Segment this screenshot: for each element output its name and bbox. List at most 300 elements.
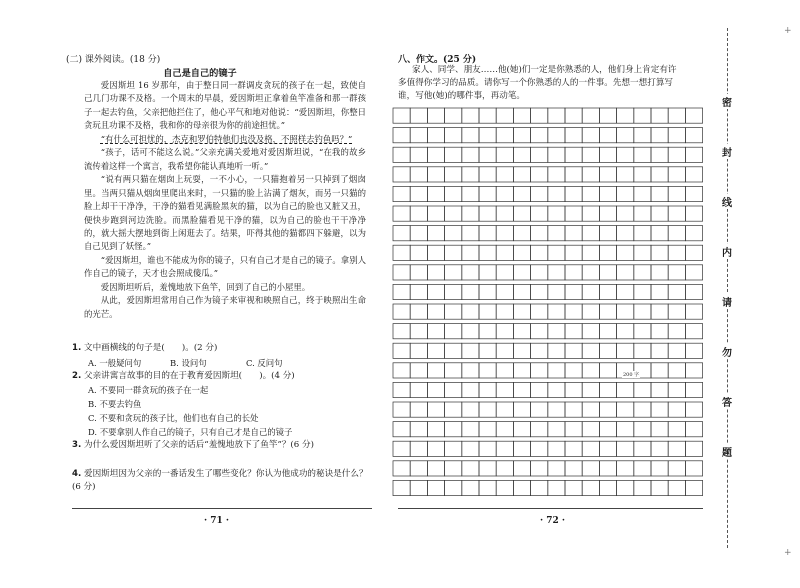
- grid-cell[interactable]: [445, 206, 462, 221]
- grid-cell[interactable]: [496, 422, 513, 437]
- grid-cell[interactable]: [393, 422, 410, 437]
- grid-cell[interactable]: [668, 382, 685, 397]
- grid-cell[interactable]: [496, 108, 513, 123]
- grid-cell[interactable]: [427, 304, 444, 319]
- grid-cell[interactable]: [651, 480, 668, 495]
- grid-cell[interactable]: [634, 265, 651, 280]
- grid-cell[interactable]: [668, 343, 685, 358]
- grid-cell[interactable]: [617, 147, 634, 162]
- grid-cell[interactable]: [548, 304, 565, 319]
- grid-cell[interactable]: [462, 147, 479, 162]
- grid-cell[interactable]: [445, 147, 462, 162]
- grid-cell[interactable]: [427, 402, 444, 417]
- grid-cell[interactable]: [582, 284, 599, 299]
- grid-cell[interactable]: [427, 422, 444, 437]
- grid-cell[interactable]: [531, 206, 548, 221]
- grid-cell[interactable]: [548, 186, 565, 201]
- grid-cell[interactable]: [479, 245, 496, 260]
- grid-cell[interactable]: [410, 167, 427, 182]
- grid-cell[interactable]: [582, 324, 599, 339]
- grid-cell[interactable]: [445, 108, 462, 123]
- grid-cell[interactable]: [599, 167, 616, 182]
- grid-cell[interactable]: [531, 167, 548, 182]
- grid-cell[interactable]: [393, 226, 410, 241]
- grid-cell[interactable]: [393, 167, 410, 182]
- grid-cell[interactable]: [668, 402, 685, 417]
- grid-cell[interactable]: [462, 226, 479, 241]
- grid-cell[interactable]: [548, 343, 565, 358]
- grid-cell[interactable]: [685, 382, 702, 397]
- grid-cell[interactable]: [513, 422, 530, 437]
- grid-cell[interactable]: [513, 461, 530, 476]
- grid-cell[interactable]: [496, 461, 513, 476]
- grid-cell[interactable]: [685, 343, 702, 358]
- grid-cell[interactable]: [634, 128, 651, 143]
- grid-cell[interactable]: [462, 284, 479, 299]
- grid-cell[interactable]: [445, 265, 462, 280]
- grid-cell[interactable]: [685, 441, 702, 456]
- grid-cell[interactable]: [565, 265, 582, 280]
- grid-cell[interactable]: [427, 128, 444, 143]
- grid-cell[interactable]: [496, 343, 513, 358]
- grid-cell[interactable]: [634, 402, 651, 417]
- grid-cell[interactable]: [393, 186, 410, 201]
- grid-cell[interactable]: [634, 245, 651, 260]
- grid-cell[interactable]: [496, 226, 513, 241]
- grid-cell[interactable]: [634, 422, 651, 437]
- grid-cell[interactable]: [496, 324, 513, 339]
- grid-cell[interactable]: [599, 226, 616, 241]
- grid-cell[interactable]: [668, 245, 685, 260]
- q2-option-c[interactable]: C. 不要和贪玩的孩子比，他们也有自己的长处: [88, 413, 259, 423]
- grid-cell[interactable]: [462, 480, 479, 495]
- grid-cell[interactable]: [513, 324, 530, 339]
- grid-cell[interactable]: [685, 402, 702, 417]
- grid-cell[interactable]: [548, 206, 565, 221]
- grid-cell[interactable]: [685, 186, 702, 201]
- grid-cell[interactable]: [427, 206, 444, 221]
- grid-cell[interactable]: [496, 167, 513, 182]
- grid-cell[interactable]: [462, 441, 479, 456]
- grid-cell[interactable]: [599, 186, 616, 201]
- grid-cell[interactable]: [582, 147, 599, 162]
- grid-cell[interactable]: [393, 147, 410, 162]
- grid-cell[interactable]: [617, 245, 634, 260]
- q2-option-b[interactable]: B. 不要去钓鱼: [88, 399, 142, 409]
- grid-cell[interactable]: [617, 186, 634, 201]
- grid-cell[interactable]: [462, 108, 479, 123]
- grid-cell[interactable]: [634, 304, 651, 319]
- grid-cell[interactable]: [531, 441, 548, 456]
- grid-cell[interactable]: [462, 245, 479, 260]
- grid-cell[interactable]: [582, 461, 599, 476]
- grid-cell[interactable]: [531, 226, 548, 241]
- grid-cell[interactable]: [565, 480, 582, 495]
- grid-cell[interactable]: [668, 441, 685, 456]
- grid-cell[interactable]: [548, 363, 565, 378]
- grid-cell[interactable]: [427, 324, 444, 339]
- grid-cell[interactable]: [548, 147, 565, 162]
- grid-cell[interactable]: [479, 108, 496, 123]
- grid-cell[interactable]: [617, 284, 634, 299]
- grid-cell[interactable]: [445, 382, 462, 397]
- grid-cell[interactable]: [445, 128, 462, 143]
- q2-option-a[interactable]: A. 不要同一群贪玩的孩子在一起: [88, 385, 209, 395]
- grid-cell[interactable]: [668, 167, 685, 182]
- grid-cell[interactable]: [513, 343, 530, 358]
- grid-cell[interactable]: [668, 108, 685, 123]
- grid-cell[interactable]: [462, 422, 479, 437]
- grid-cell[interactable]: [513, 363, 530, 378]
- grid-cell[interactable]: [496, 480, 513, 495]
- grid-cell[interactable]: [685, 245, 702, 260]
- grid-cell[interactable]: [548, 226, 565, 241]
- grid-cell[interactable]: [565, 422, 582, 437]
- grid-cell[interactable]: [410, 402, 427, 417]
- grid-cell[interactable]: [479, 363, 496, 378]
- grid-cell[interactable]: [427, 284, 444, 299]
- grid-cell[interactable]: [462, 186, 479, 201]
- grid-cell[interactable]: [479, 461, 496, 476]
- grid-cell[interactable]: [513, 147, 530, 162]
- grid-cell[interactable]: [479, 167, 496, 182]
- grid-cell[interactable]: [668, 147, 685, 162]
- q2-option-d[interactable]: D. 不要拿别人作自己的镜子，只有自己才是自己的镜子: [88, 427, 293, 437]
- grid-cell[interactable]: [462, 402, 479, 417]
- grid-cell[interactable]: [582, 186, 599, 201]
- grid-cell[interactable]: [410, 128, 427, 143]
- grid-cell[interactable]: [496, 245, 513, 260]
- grid-cell[interactable]: [479, 128, 496, 143]
- grid-cell[interactable]: [599, 343, 616, 358]
- grid-cell[interactable]: [565, 284, 582, 299]
- grid-cell[interactable]: [599, 422, 616, 437]
- grid-cell[interactable]: [599, 108, 616, 123]
- grid-cell[interactable]: [668, 284, 685, 299]
- grid-cell[interactable]: [651, 284, 668, 299]
- grid-cell[interactable]: [513, 245, 530, 260]
- grid-cell[interactable]: [685, 324, 702, 339]
- q1-option-a[interactable]: A. 一般疑问句: [88, 358, 142, 368]
- grid-cell[interactable]: [617, 128, 634, 143]
- grid-cell[interactable]: [668, 480, 685, 495]
- grid-cell[interactable]: [427, 480, 444, 495]
- grid-cell[interactable]: [668, 186, 685, 201]
- grid-cell[interactable]: [617, 265, 634, 280]
- grid-cell[interactable]: [685, 461, 702, 476]
- grid-cell[interactable]: [668, 461, 685, 476]
- q1-option-c[interactable]: C. 反问句: [246, 358, 283, 368]
- grid-cell[interactable]: [410, 147, 427, 162]
- grid-cell[interactable]: [445, 402, 462, 417]
- grid-cell[interactable]: [393, 324, 410, 339]
- grid-cell[interactable]: [685, 128, 702, 143]
- grid-cell[interactable]: [565, 245, 582, 260]
- grid-cell[interactable]: [427, 245, 444, 260]
- grid-cell[interactable]: [410, 422, 427, 437]
- grid-cell[interactable]: [462, 382, 479, 397]
- grid-cell[interactable]: [410, 382, 427, 397]
- grid-cell[interactable]: [582, 441, 599, 456]
- grid-cell[interactable]: [531, 480, 548, 495]
- grid-cell[interactable]: [634, 324, 651, 339]
- grid-cell[interactable]: [634, 186, 651, 201]
- grid-cell[interactable]: [651, 304, 668, 319]
- grid-cell[interactable]: [651, 382, 668, 397]
- grid-cell[interactable]: [582, 402, 599, 417]
- grid-cell[interactable]: [582, 206, 599, 221]
- grid-cell[interactable]: [462, 206, 479, 221]
- grid-cell[interactable]: [617, 108, 634, 123]
- grid-cell[interactable]: [410, 265, 427, 280]
- grid-cell[interactable]: [513, 128, 530, 143]
- grid-cell[interactable]: [513, 284, 530, 299]
- grid-cell[interactable]: [531, 284, 548, 299]
- grid-cell[interactable]: [393, 108, 410, 123]
- grid-cell[interactable]: [548, 284, 565, 299]
- grid-cell[interactable]: [427, 461, 444, 476]
- grid-cell[interactable]: [531, 128, 548, 143]
- grid-cell[interactable]: [393, 343, 410, 358]
- grid-cell[interactable]: [651, 422, 668, 437]
- grid-cell[interactable]: [513, 206, 530, 221]
- grid-cell[interactable]: [531, 108, 548, 123]
- grid-cell[interactable]: [668, 226, 685, 241]
- grid-cell[interactable]: [599, 128, 616, 143]
- grid-cell[interactable]: [565, 441, 582, 456]
- grid-cell[interactable]: [445, 245, 462, 260]
- grid-cell[interactable]: [410, 343, 427, 358]
- grid-cell[interactable]: [531, 461, 548, 476]
- grid-cell[interactable]: [685, 108, 702, 123]
- grid-cell[interactable]: [479, 206, 496, 221]
- grid-cell[interactable]: [427, 147, 444, 162]
- grid-cell[interactable]: [599, 245, 616, 260]
- writing-grid[interactable]: [392, 107, 704, 502]
- grid-cell[interactable]: [462, 363, 479, 378]
- grid-cell[interactable]: [393, 304, 410, 319]
- grid-cell[interactable]: [668, 304, 685, 319]
- grid-cell[interactable]: [599, 324, 616, 339]
- grid-cell[interactable]: [496, 441, 513, 456]
- grid-cell[interactable]: [651, 363, 668, 378]
- grid-cell[interactable]: [410, 206, 427, 221]
- grid-cell[interactable]: [599, 480, 616, 495]
- grid-cell[interactable]: [513, 304, 530, 319]
- grid-cell[interactable]: [393, 402, 410, 417]
- grid-cell[interactable]: [565, 461, 582, 476]
- grid-cell[interactable]: [427, 363, 444, 378]
- grid-cell[interactable]: [685, 167, 702, 182]
- grid-cell[interactable]: [617, 324, 634, 339]
- grid-cell[interactable]: [393, 441, 410, 456]
- grid-cell[interactable]: [462, 167, 479, 182]
- grid-cell[interactable]: [668, 422, 685, 437]
- grid-cell[interactable]: [651, 226, 668, 241]
- grid-cell[interactable]: [548, 245, 565, 260]
- grid-cell[interactable]: [445, 441, 462, 456]
- grid-cell[interactable]: [548, 324, 565, 339]
- grid-cell[interactable]: [565, 167, 582, 182]
- grid-cell[interactable]: [479, 284, 496, 299]
- grid-cell[interactable]: [393, 284, 410, 299]
- grid-cell[interactable]: [617, 304, 634, 319]
- grid-cell[interactable]: [634, 108, 651, 123]
- grid-cell[interactable]: [479, 382, 496, 397]
- grid-cell[interactable]: [462, 128, 479, 143]
- grid-cell[interactable]: [617, 422, 634, 437]
- grid-cell[interactable]: [651, 206, 668, 221]
- grid-cell[interactable]: [599, 147, 616, 162]
- grid-cell[interactable]: [565, 128, 582, 143]
- grid-cell[interactable]: [496, 128, 513, 143]
- grid-cell[interactable]: [531, 402, 548, 417]
- grid-cell[interactable]: [634, 147, 651, 162]
- grid-cell[interactable]: [634, 284, 651, 299]
- grid-cell[interactable]: [410, 108, 427, 123]
- grid-cell[interactable]: [617, 226, 634, 241]
- grid-cell[interactable]: [513, 480, 530, 495]
- grid-cell[interactable]: [685, 147, 702, 162]
- grid-cell[interactable]: [393, 363, 410, 378]
- grid-cell[interactable]: [531, 147, 548, 162]
- grid-cell[interactable]: [685, 422, 702, 437]
- grid-cell[interactable]: [513, 382, 530, 397]
- grid-cell[interactable]: [548, 480, 565, 495]
- grid-cell[interactable]: [582, 343, 599, 358]
- grid-cell[interactable]: [634, 382, 651, 397]
- grid-cell[interactable]: [445, 324, 462, 339]
- grid-cell[interactable]: [565, 226, 582, 241]
- grid-cell[interactable]: [651, 128, 668, 143]
- grid-cell[interactable]: [617, 167, 634, 182]
- grid-cell[interactable]: [479, 422, 496, 437]
- grid-cell[interactable]: [410, 480, 427, 495]
- grid-cell[interactable]: [445, 422, 462, 437]
- grid-cell[interactable]: [651, 461, 668, 476]
- grid-cell[interactable]: [548, 167, 565, 182]
- grid-cell[interactable]: [582, 108, 599, 123]
- grid-cell[interactable]: [445, 363, 462, 378]
- q1-option-b[interactable]: B. 设问句: [170, 358, 207, 368]
- grid-cell[interactable]: [462, 461, 479, 476]
- grid-cell[interactable]: [445, 343, 462, 358]
- grid-cell[interactable]: [427, 265, 444, 280]
- grid-cell[interactable]: [548, 128, 565, 143]
- grid-cell[interactable]: [496, 186, 513, 201]
- grid-cell[interactable]: [445, 226, 462, 241]
- grid-cell[interactable]: [565, 402, 582, 417]
- grid-cell[interactable]: [617, 441, 634, 456]
- grid-cell[interactable]: [617, 461, 634, 476]
- grid-cell[interactable]: [462, 343, 479, 358]
- grid-cell[interactable]: [513, 108, 530, 123]
- grid-cell[interactable]: [582, 304, 599, 319]
- grid-cell[interactable]: [582, 128, 599, 143]
- grid-cell[interactable]: [582, 265, 599, 280]
- grid-cell[interactable]: [531, 363, 548, 378]
- grid-cell[interactable]: [445, 480, 462, 495]
- grid-cell[interactable]: [427, 382, 444, 397]
- grid-cell[interactable]: [582, 167, 599, 182]
- grid-cell[interactable]: [496, 265, 513, 280]
- grid-cell[interactable]: [651, 108, 668, 123]
- grid-cell[interactable]: [617, 343, 634, 358]
- grid-cell[interactable]: [462, 265, 479, 280]
- grid-cell[interactable]: [445, 304, 462, 319]
- grid-cell[interactable]: [445, 186, 462, 201]
- grid-cell[interactable]: [531, 304, 548, 319]
- grid-cell[interactable]: [410, 245, 427, 260]
- grid-cell[interactable]: [479, 441, 496, 456]
- grid-cell[interactable]: [445, 284, 462, 299]
- grid-cell[interactable]: [685, 480, 702, 495]
- grid-cell[interactable]: [599, 206, 616, 221]
- grid-cell[interactable]: [479, 304, 496, 319]
- grid-cell[interactable]: [599, 304, 616, 319]
- grid-cell[interactable]: [565, 324, 582, 339]
- grid-cell[interactable]: [565, 382, 582, 397]
- grid-cell[interactable]: [513, 265, 530, 280]
- grid-cell[interactable]: [582, 382, 599, 397]
- grid-cell[interactable]: [393, 480, 410, 495]
- grid-cell[interactable]: [410, 324, 427, 339]
- grid-cell[interactable]: [565, 304, 582, 319]
- grid-cell[interactable]: [651, 167, 668, 182]
- grid-cell[interactable]: [548, 422, 565, 437]
- grid-cell[interactable]: [565, 147, 582, 162]
- grid-cell[interactable]: [548, 265, 565, 280]
- grid-cell[interactable]: [548, 382, 565, 397]
- grid-cell[interactable]: [496, 206, 513, 221]
- grid-cell[interactable]: [531, 343, 548, 358]
- grid-cell[interactable]: [462, 304, 479, 319]
- grid-cell[interactable]: [668, 324, 685, 339]
- grid-cell[interactable]: [617, 382, 634, 397]
- grid-cell[interactable]: [599, 441, 616, 456]
- grid-cell[interactable]: [393, 128, 410, 143]
- grid-cell[interactable]: [651, 402, 668, 417]
- grid-cell[interactable]: [565, 343, 582, 358]
- grid-cell[interactable]: [548, 108, 565, 123]
- grid-cell[interactable]: [410, 363, 427, 378]
- grid-cell[interactable]: [410, 226, 427, 241]
- grid-cell[interactable]: [634, 343, 651, 358]
- grid-cell[interactable]: [531, 265, 548, 280]
- grid-cell[interactable]: [479, 226, 496, 241]
- grid-cell[interactable]: [445, 461, 462, 476]
- grid-cell[interactable]: [565, 363, 582, 378]
- grid-cell[interactable]: [496, 304, 513, 319]
- grid-cell[interactable]: [496, 147, 513, 162]
- grid-cell[interactable]: [513, 402, 530, 417]
- grid-cell[interactable]: [410, 284, 427, 299]
- grid-cell[interactable]: [651, 186, 668, 201]
- grid-cell[interactable]: [685, 265, 702, 280]
- grid-cell[interactable]: [427, 441, 444, 456]
- grid-cell[interactable]: [634, 226, 651, 241]
- grid-cell[interactable]: [685, 304, 702, 319]
- grid-cell[interactable]: [462, 324, 479, 339]
- grid-cell[interactable]: [685, 226, 702, 241]
- grid-cell[interactable]: [582, 245, 599, 260]
- grid-cell[interactable]: [685, 284, 702, 299]
- grid-cell[interactable]: [496, 363, 513, 378]
- grid-cell[interactable]: [599, 265, 616, 280]
- grid-cell[interactable]: [410, 304, 427, 319]
- grid-cell[interactable]: [410, 186, 427, 201]
- grid-cell[interactable]: [634, 167, 651, 182]
